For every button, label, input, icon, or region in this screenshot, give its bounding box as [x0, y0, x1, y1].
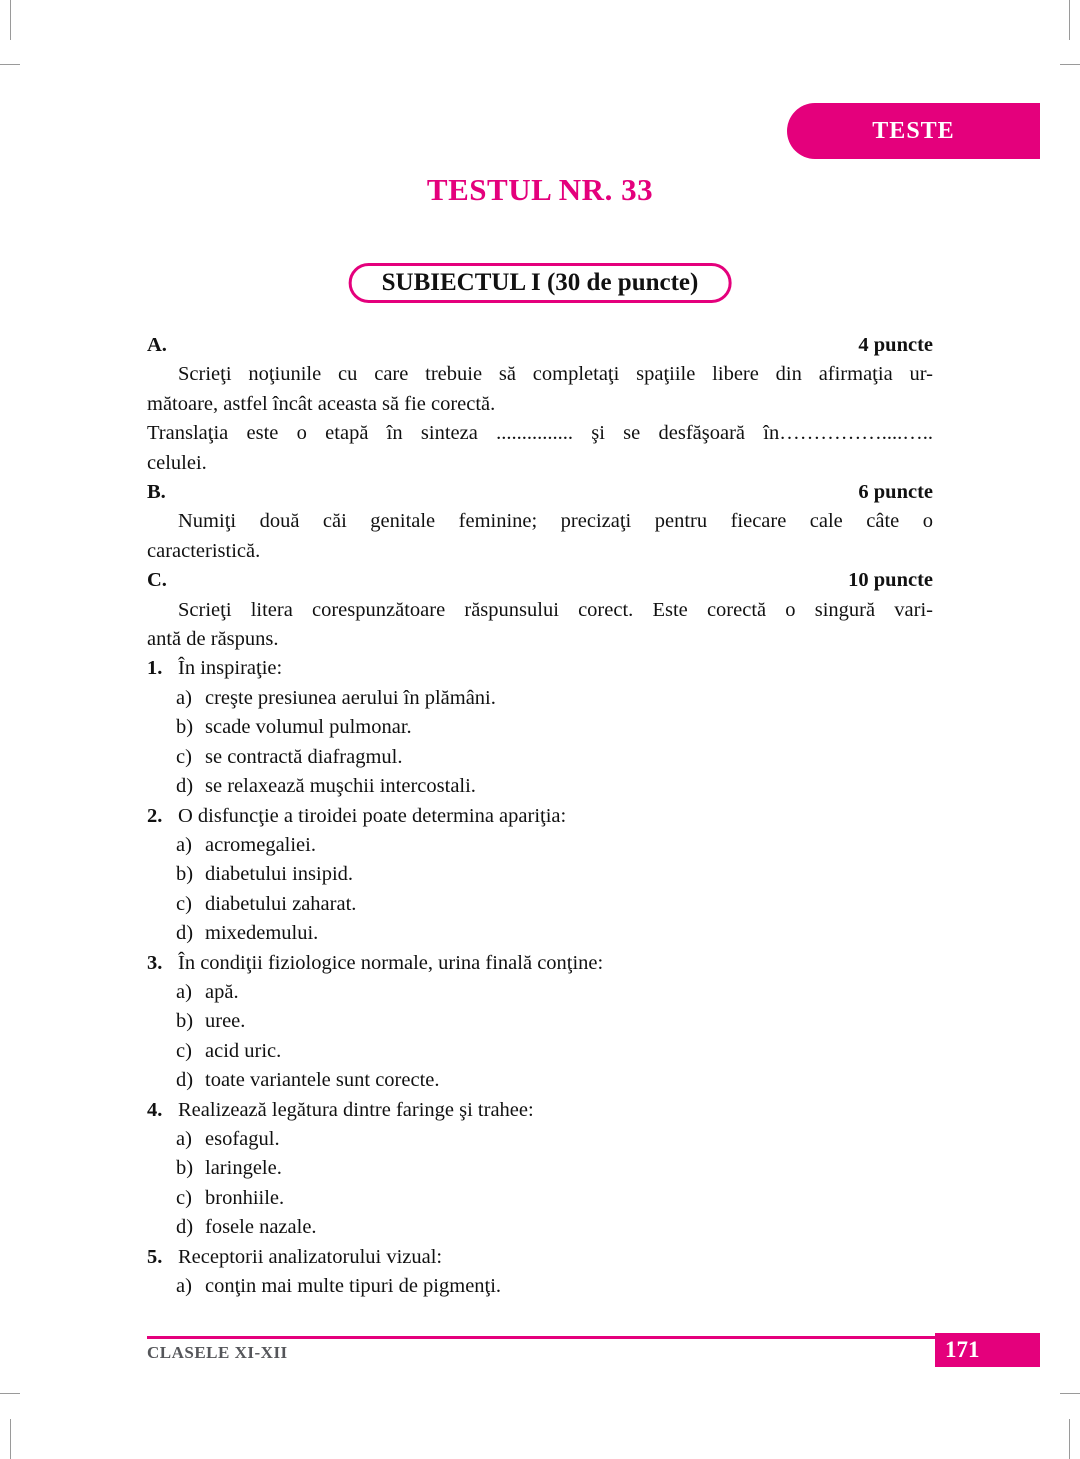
answer-option: [147, 1184, 933, 1213]
crop-mark: [1060, 64, 1080, 65]
option-text: mixedemului.: [205, 922, 319, 945]
section-points: 4 puncte: [858, 334, 933, 356]
question-text: În condiţii fiziologice normale, urina finală conţine:: [178, 951, 604, 974]
question: [147, 654, 933, 683]
chapter-tab-label: TESTE: [872, 117, 955, 144]
option-text: bronhiile.: [205, 1186, 285, 1209]
option-letter: b): [176, 716, 194, 739]
paragraph-line: caracteristică.: [147, 539, 261, 562]
subject-heading-label: SUBIECTUL I (30 de puncte): [381, 269, 699, 296]
test-content: [147, 331, 933, 1301]
answer-option: [147, 1007, 933, 1036]
question: [147, 949, 933, 978]
option-text: fosele nazale.: [205, 1216, 317, 1239]
option-text: acid uric.: [205, 1039, 282, 1062]
option-letter: d): [176, 922, 194, 945]
question-number: 5.: [147, 1245, 163, 1268]
option-letter: d): [176, 775, 194, 798]
question-number: 3.: [147, 951, 163, 974]
option-text: diabetului insipid.: [205, 863, 354, 886]
chapter-tab: [787, 103, 1040, 159]
question-text: În inspiraţie:: [178, 657, 283, 680]
answer-option: [147, 831, 933, 860]
option-letter: c): [176, 892, 192, 915]
option-letter: d): [176, 1216, 194, 1239]
crop-mark: [0, 1393, 20, 1394]
section-label: B.: [147, 481, 166, 504]
page-title: TESTUL NR. 33: [426, 172, 654, 207]
question-number: 4.: [147, 1098, 163, 1121]
option-letter: a): [176, 1275, 192, 1297]
crop-mark: [1060, 1393, 1080, 1394]
crop-mark: [10, 1419, 11, 1459]
crop-mark: [0, 64, 20, 65]
question-text: Receptorii analizatorului vizual:: [178, 1245, 443, 1268]
page-number: 171: [945, 1337, 980, 1362]
section-points: 10 puncte: [848, 569, 933, 592]
option-letter: b): [176, 863, 194, 886]
paragraph-line: celulei.: [147, 451, 207, 474]
question-number: 1.: [147, 657, 163, 680]
answer-option: [147, 1213, 933, 1242]
option-text: uree.: [205, 1010, 246, 1033]
section-header: [147, 566, 933, 595]
option-text: apă.: [205, 980, 239, 1003]
crop-mark: [1069, 1419, 1070, 1459]
question-text: Realizează legătura dintre faringe şi trahee:: [178, 1098, 534, 1121]
answer-option: [147, 1154, 933, 1183]
crop-mark: [1069, 0, 1070, 40]
option-letter: a): [176, 686, 192, 709]
answer-option: [147, 1037, 933, 1066]
option-letter: b): [176, 1010, 194, 1033]
question: [147, 1096, 933, 1125]
question: [147, 1243, 933, 1272]
paragraph-line: Numiţi două căi genitale feminine; precizaţi pentru fiecare cale câte o: [178, 510, 933, 533]
answer-option: [147, 743, 933, 772]
paragraph-line: Scrieţi noţiunile cu care trebuie să completaţi spaţiile libere din afirmaţia ur-: [178, 363, 933, 386]
question-text: O disfuncţie a tiroidei poate determina apariţia:: [178, 804, 567, 827]
option-text: acromegaliei.: [205, 833, 316, 856]
option-letter: a): [176, 833, 192, 856]
option-text: laringele.: [205, 1157, 282, 1180]
answer-option: [147, 978, 933, 1007]
subject-heading-box: [349, 263, 732, 303]
question: [147, 802, 933, 831]
answer-option: [147, 919, 933, 948]
answer-option: [147, 772, 933, 801]
paragraph-line: antă de răspuns.: [147, 628, 279, 651]
page-number-box: [935, 1333, 1040, 1367]
answer-option: [147, 860, 933, 889]
section-header: [147, 478, 933, 507]
option-text: diabetului zaharat.: [205, 892, 357, 915]
option-letter: b): [176, 1157, 194, 1180]
crop-mark: [10, 0, 11, 40]
option-letter: c): [176, 1039, 192, 1062]
option-letter: a): [176, 1127, 192, 1150]
option-letter: a): [176, 980, 192, 1003]
question-number: 2.: [147, 804, 163, 827]
answer-option: [147, 684, 933, 713]
option-letter: c): [176, 1186, 192, 1209]
option-text: toate variantele sunt corecte.: [205, 1069, 440, 1092]
footer-classes-label: CLASELE XI-XII: [147, 1343, 288, 1362]
answer-option: [147, 890, 933, 919]
option-text: se contractă diafragmul.: [205, 745, 403, 768]
answer-option: [147, 1066, 933, 1095]
option-text: conţin mai multe tipuri de pigmenţi.: [205, 1275, 502, 1297]
option-text: se relaxează muşchii intercostali.: [205, 775, 476, 798]
section-label: C.: [147, 569, 167, 592]
paragraph-line: Scrieţi litera corespunzătoare răspunsului corect. Este corectă o singură vari-: [178, 598, 933, 621]
footer-rule: [147, 1336, 1040, 1339]
section-points: 6 puncte: [858, 481, 933, 504]
option-letter: d): [176, 1069, 194, 1092]
option-text: esofagul.: [205, 1127, 280, 1150]
section-label: A.: [147, 334, 167, 356]
answer-option: [147, 1272, 933, 1301]
option-text: creşte presiunea aerului în plămâni.: [205, 686, 496, 709]
answer-option: [147, 713, 933, 742]
paragraph-line: Translaţia este o etapă în sinteza ............... şi se desfăşoară în……………....…..: [147, 422, 933, 445]
answer-option: [147, 1125, 933, 1154]
option-text: scade volumul pulmonar.: [205, 716, 412, 739]
section-header: [147, 331, 933, 360]
option-letter: c): [176, 745, 192, 768]
paragraph-line: mătoare, astfel încât aceasta să fie corectă.: [147, 392, 496, 415]
